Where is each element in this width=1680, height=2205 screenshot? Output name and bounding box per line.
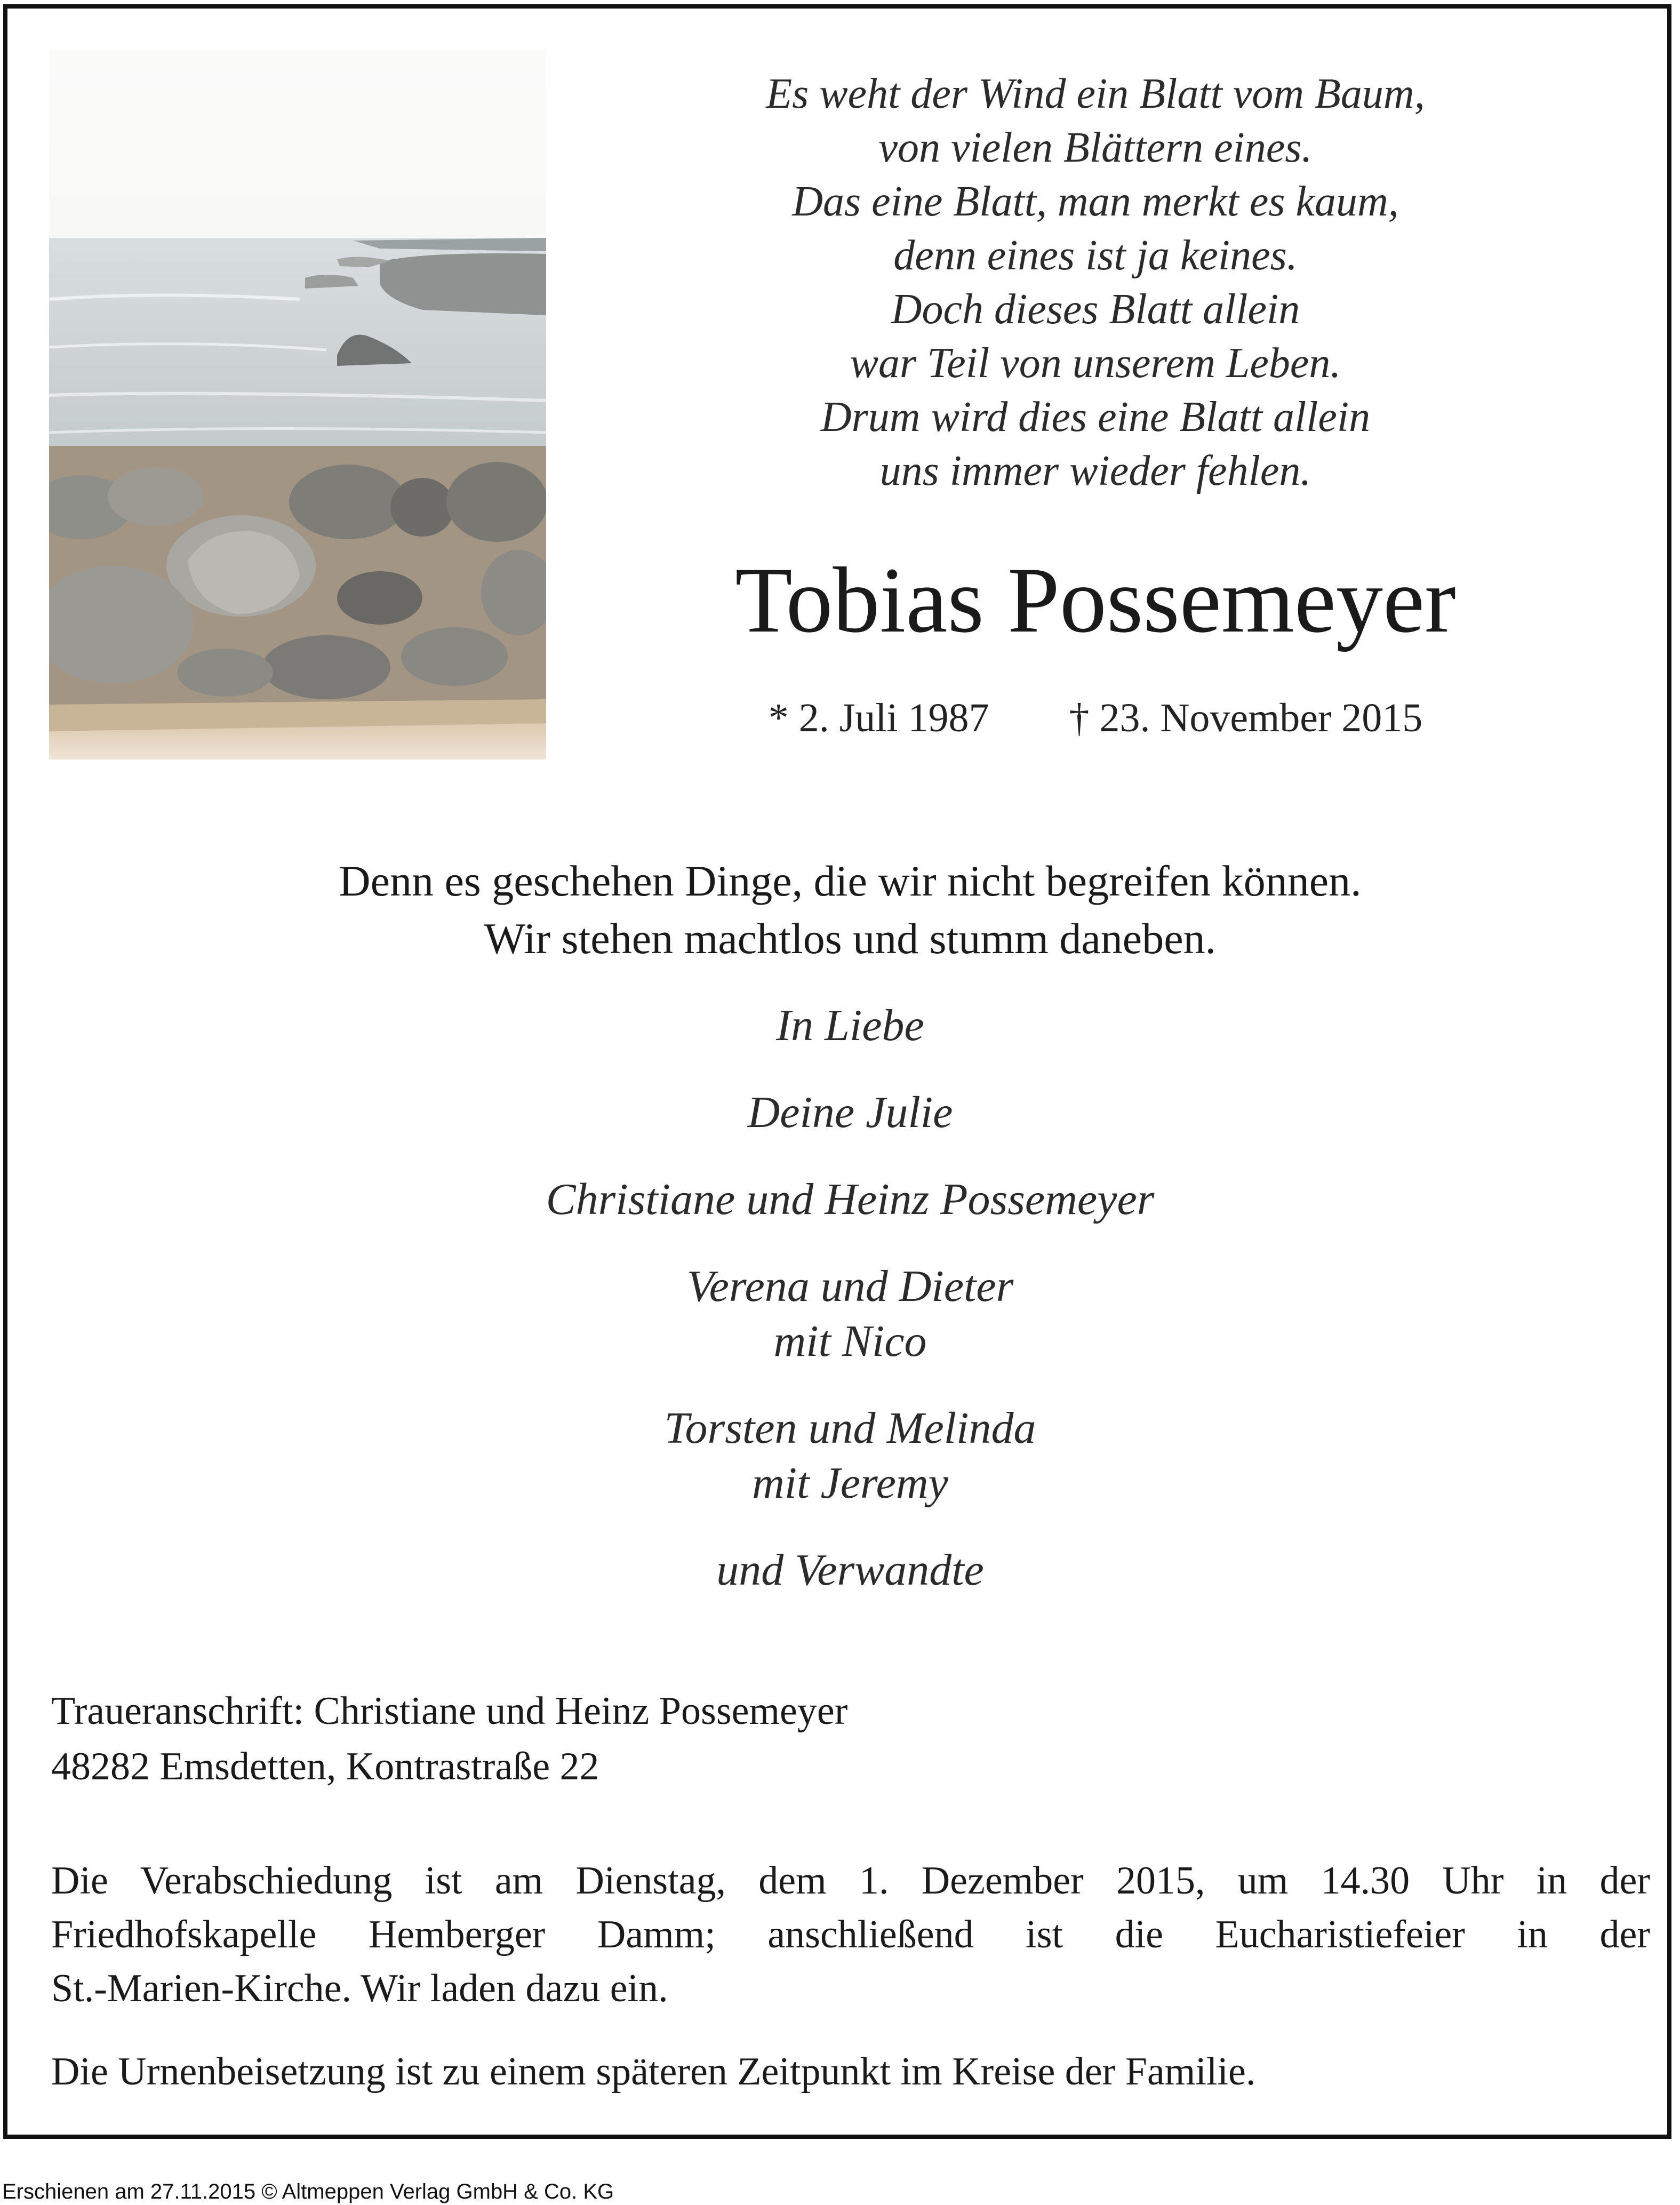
urn-burial-note: Die Urnenbeisetzung ist zu einem späteren Zeitpunkt im Kreise der Familie. (51, 2050, 1256, 2094)
mourners-list (114, 998, 1586, 1629)
poem-line: Drum wird dies eine Blatt allein (820, 394, 1371, 441)
death-date: † 23. November 2015 (1069, 696, 1423, 740)
poem-line: uns immer wieder fehlen. (879, 448, 1311, 494)
mourner-group (114, 1085, 1586, 1140)
farewell-details (51, 1854, 1650, 2016)
publication-footer: Erschienen am 27.11.2015 © Altmeppen Verlag GmbH & Co. KG (2, 2180, 614, 2203)
mourner-line: Christiane und Heinz Possemeyer (546, 1175, 1155, 1224)
farewell-line: St.-Marien-Kirche. Wir laden dazu ein. (51, 1967, 668, 2010)
mourner-group (114, 1401, 1586, 1511)
quote-line: Denn es geschehen Dinge, die wir nicht begreifen können. (339, 857, 1362, 905)
poem-line: Das eine Blatt, man merkt es kaum, (792, 178, 1399, 225)
mourner-line: Deine Julie (747, 1088, 953, 1137)
poem-line: denn eines ist ja keines. (893, 232, 1298, 279)
coastal-photo (49, 49, 546, 760)
poem-line: Doch dieses Blatt allein (891, 286, 1300, 333)
mourner-group (114, 1172, 1586, 1227)
notice-frame (3, 4, 1671, 2139)
mourner-line: mit Nico (773, 1316, 927, 1366)
mourner-line: mit Jeremy (752, 1458, 948, 1508)
poem-line: war Teil von unserem Leben. (850, 340, 1341, 387)
farewell-line: Die Verabschiedung ist am Dienstag, dem 1. Dezember 2015, um 14.30 Uhr in der (51, 1859, 1650, 1903)
mourner-line: Verena und Dieter (686, 1261, 1014, 1311)
poem-line: Es weht der Wind ein Blatt vom Baum, (766, 70, 1425, 117)
poem-line: von vielen Blättern eines. (878, 124, 1313, 171)
mourner-line: Torsten und Melinda (664, 1403, 1036, 1453)
farewell-line: Friedhofskapelle Hemberger Damm; anschließend ist die Eucharistiefeier in der (51, 1913, 1650, 1956)
mourning-address (51, 1683, 1630, 1794)
birth-date: * 2. Juli 1987 (768, 696, 989, 740)
poem (626, 67, 1565, 498)
mourners-intro: In Liebe (776, 1001, 924, 1050)
address-line: 48282 Emsdetten, Kontrastraße 22 (51, 1745, 599, 1788)
quote-line: Wir stehen machtlos und stumm daneben. (484, 914, 1217, 963)
mourner-group (114, 1259, 1586, 1369)
mourner-group (114, 1543, 1586, 1597)
mourner-line: und Verwandte (716, 1545, 984, 1595)
address-line: Traueranschrift: Christiane und Heinz Possemeyer (51, 1689, 848, 1733)
life-dates (594, 694, 1597, 742)
quote (114, 852, 1586, 968)
deceased-name: Tobias Possemeyer (735, 548, 1456, 652)
